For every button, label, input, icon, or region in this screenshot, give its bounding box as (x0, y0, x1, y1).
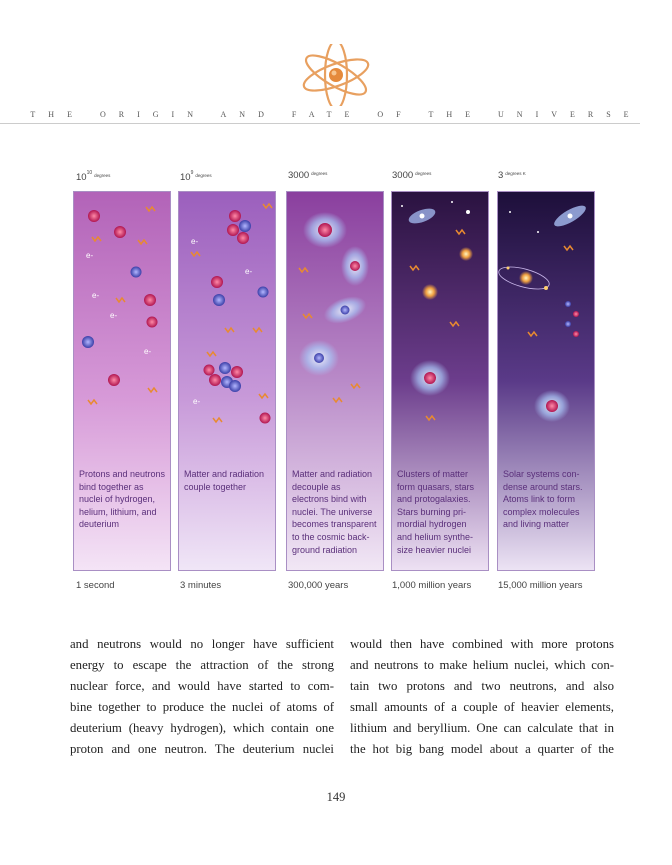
epoch-panel (73, 191, 171, 571)
temperature-label: $10^{10}$ $^{degrees}$ (76, 170, 111, 183)
time-label: 1,000 million years (392, 580, 472, 591)
temperature-label: $10^9$ $^{degrees}$ (180, 170, 212, 183)
electron-label: e- (86, 251, 94, 260)
temperature-label: 3000 $^{degrees}$ (288, 170, 328, 181)
temperature-label: 3000 $^{degrees}$ (392, 170, 432, 181)
epoch-panel (497, 191, 595, 571)
time-label: 3 minutes (180, 580, 222, 591)
epoch-panel (286, 191, 384, 571)
epoch-panel (178, 191, 276, 571)
electron-label: e- (245, 267, 253, 276)
panel-caption: Solar systems con- dense around stars. Atoms link to form complex molecules and living matter (503, 469, 583, 530)
body-text-right-column: would then have combined with more protons and neutrons to make helium nuclei, which con- tain two protons and two neutrons, and also small amounts of a couple of heavier elements, lithium and beryllium. One can calculate that in the hot big bang model about a quarter of the (350, 637, 614, 756)
panel-caption: Protons and neutrons bind together as nuclei of hydrogen, helium, lithium, and deuterium (79, 469, 166, 530)
electron-label: e- (191, 237, 199, 246)
atom-logo-icon (298, 44, 374, 106)
electron-label: e- (92, 291, 100, 300)
page-number: 149 (326, 790, 346, 804)
body-text-left-column: and neutrons would no longer have sufficient energy to escape the attraction of the strong nuclear force, and would have started to com- bine together to produce the nuclei of atoms of deuterium (heavy hydrogen), which contain one proton and one neutron. The deuterium nuclei (70, 637, 334, 756)
time-label: 300,000 years (288, 580, 349, 591)
electron-label: e- (144, 347, 152, 356)
temperature-label: 3 $^{degrees K}$ (498, 170, 526, 181)
epoch-panel (391, 191, 489, 571)
electron-label: e- (193, 397, 201, 406)
time-label: 1 second (76, 580, 115, 591)
panel-caption: Matter and radiation couple together (184, 469, 265, 492)
particle-illustration (179, 192, 275, 570)
header-rule (0, 123, 640, 124)
running-head: THE ORIGIN AND FATE OF THE UNIVERSE (30, 110, 642, 119)
panel-caption: Clusters of matter form quasars, stars and protogalaxies. Stars burning pri- mordial hydrogen and helium synthe- size heavier nuclei (397, 469, 475, 555)
time-label: 15,000 million years (498, 580, 583, 591)
electron-label: e- (110, 311, 118, 320)
panel-caption: Matter and radiation decouple as electrons bind with nuclei. The universe becomes transparent to the cosmic back- ground radiation (292, 469, 377, 555)
